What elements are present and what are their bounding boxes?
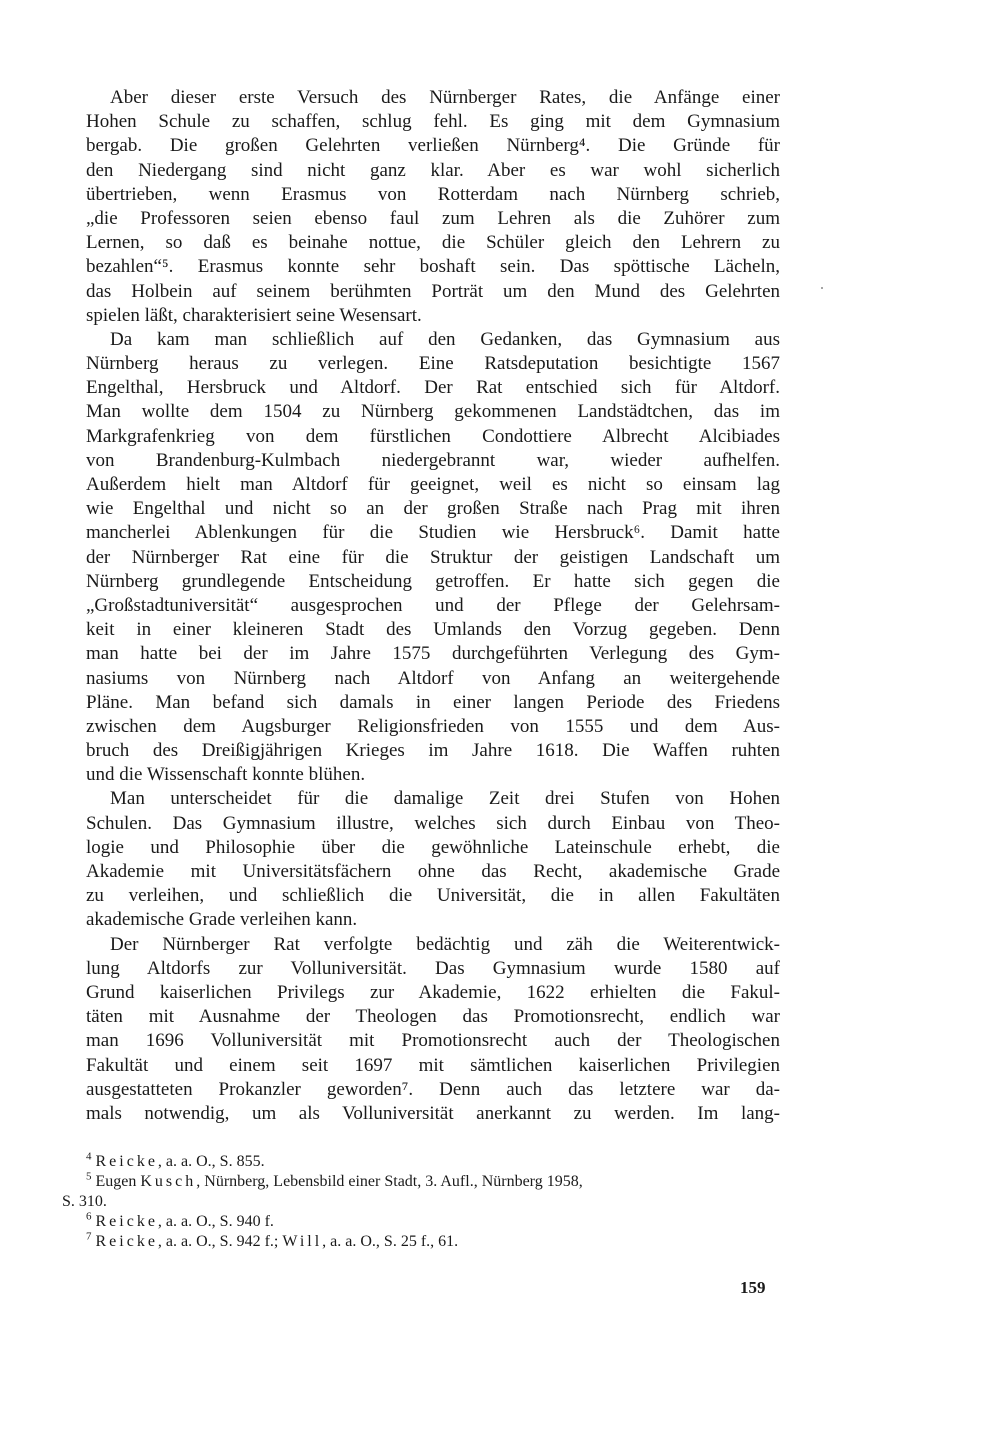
footnote-text: , a. a. O., S. 25 f., 61. xyxy=(322,1233,459,1250)
footnote-text: , a. a. O., S. 942 f.; xyxy=(157,1233,283,1250)
footnote-author: Will xyxy=(282,1233,323,1250)
text-line: Grund kaiserlichen Privilegs zur Akademie, 1622 erhielten die Fakul- xyxy=(86,981,780,1003)
footnote-7 xyxy=(62,1232,780,1252)
footnote-author: Reicke xyxy=(95,1153,158,1170)
body-text xyxy=(62,86,780,1126)
footnote-5 xyxy=(62,1172,780,1192)
text-line: akademische Grade verleihen kann. xyxy=(86,909,358,931)
text-line: „Großstadtuniversität“ ausgesprochen und der Pflege der Gelehrsam- xyxy=(86,594,780,616)
text-line: Da kam man schließlich auf den Gedanken, das Gymnasium aus xyxy=(110,328,780,350)
text-line: Hohen Schule zu schaffen, schlug fehl. Es ging mit dem Gymnasium xyxy=(86,111,780,133)
text-line: Der Nürnberger Rat verfolgte bedächtig und zäh die Weiterentwick- xyxy=(110,933,780,955)
text-line: täten mit Ausnahme der Theologen das Promotionsrecht, endlich war xyxy=(86,1006,780,1028)
text-line: Engelthal, Hersbruck und Altdorf. Der Rat entschied sich für Altdorf. xyxy=(86,377,780,399)
paragraph-1 xyxy=(62,86,780,328)
text-line: „die Professoren seien ebenso faul zum Lehren als die Zuhörer zum xyxy=(86,207,780,229)
text-line: übertrieben, wenn Erasmus von Rotterdam nach Nürnberg schrieb, xyxy=(86,183,780,205)
text-line: Nürnberg heraus zu verlegen. Eine Ratsdeputation besichtigte 1567 xyxy=(86,353,780,375)
text-line: Nürnberg grundlegende Entscheidung getroffen. Er hatte sich gegen die xyxy=(86,570,780,592)
text-line: ausgestatteten Prokanzler geworden⁷. Denn auch das letztere war da- xyxy=(86,1078,780,1100)
text-line: nasiums von Nürnberg nach Altdorf von Anfang an weitergehende xyxy=(86,667,780,689)
text-line: Lernen, so daß es beinahe nottue, die Schüler gleich den Lehrern zu xyxy=(86,232,780,254)
text-line: Pläne. Man befand sich damals in einer langen Periode des Friedens xyxy=(86,691,780,713)
text-line: Schulen. Das Gymnasium illustre, welches sich durch Einbau von Theo- xyxy=(86,812,780,834)
paragraph-3 xyxy=(62,787,780,932)
text-line: zwischen dem Augsburger Religionsfrieden von 1555 und dem Aus- xyxy=(86,715,780,737)
text-line: Akademie mit Universitätsfächern ohne das Recht, akademische Grade xyxy=(86,861,780,882)
text-line: spielen läßt, charakterisiert seine Wesensart. xyxy=(86,304,422,326)
text-line: der Nürnberger Rat eine für die Struktur der geistigen Landschaft um xyxy=(86,546,780,568)
text-line: Man wollte dem 1504 zu Nürnberg gekommenen Landstädtchen, das im xyxy=(86,401,780,423)
text-line: den Niedergang sind nicht ganz klar. Aber es war wohl sicherlich xyxy=(86,159,780,181)
footnote-author: Reicke xyxy=(95,1233,158,1250)
footnote-text: , a. a. O., S. 855. xyxy=(157,1153,265,1170)
text-line: bezahlen“⁵. Erasmus konnte sehr boshaft sein. Das spöttische Lächeln, xyxy=(86,256,780,278)
footnote-mark: 7 xyxy=(86,1230,92,1243)
text-line: lung Altdorfs zur Volluniversität. Das Gymnasium wurde 1580 auf xyxy=(86,957,780,979)
text-line: keit in einer kleineren Stadt des Umlands den Vorzug gegeben. Denn xyxy=(86,619,780,641)
text-line: das Holbein auf seinem berühmten Porträt um den Mund des Gelehrten xyxy=(86,280,780,302)
text-line: Fakultät und einem seit 1697 mit sämtlichen kaiserlichen Privilegien xyxy=(86,1054,780,1076)
footnote-4 xyxy=(62,1152,780,1172)
text-line: von Brandenburg-Kulmbach niedergebrannt war, wieder aufhelfen. xyxy=(86,449,780,471)
text-line: man 1696 Volluniversität mit Promotionsrecht auch der Theologischen xyxy=(86,1030,780,1052)
footnote-text: , Nürnberg, Lebensbild einer Stadt, 3. Aufl., Nürnberg 1958, xyxy=(196,1173,583,1190)
text-line: Aber dieser erste Versuch des Nürnberger Rates, die Anfänge einer xyxy=(110,87,780,108)
footnote-text: Eugen xyxy=(95,1173,141,1190)
footnotes xyxy=(62,1152,780,1252)
footnote-mark: 4 xyxy=(86,1150,92,1163)
text-line: und die Wissenschaft konnte blühen. xyxy=(86,764,366,786)
text-line: mancherlei Ablenkungen für die Studien wie Hersbruck⁶. Damit hatte xyxy=(86,522,780,544)
footnote-author: Kusch xyxy=(140,1173,197,1190)
footnote-mark: 5 xyxy=(86,1170,92,1183)
text-line: Markgrafenkrieg von dem fürstlichen Condottiere Albrecht Alcibiades xyxy=(86,425,780,447)
footnote-author: Reicke xyxy=(95,1213,158,1230)
text-line: bergab. Die großen Gelehrten verließen Nürnberg⁴. Die Gründe für xyxy=(86,135,780,157)
paragraph-4 xyxy=(62,933,780,1127)
scan-speck xyxy=(821,287,823,289)
page-number: 159 xyxy=(740,1278,766,1297)
footnote-text: , a. a. O., S. 940 f. xyxy=(157,1213,274,1230)
text-line: mals notwendig, um als Volluniversität anerkannt zu werden. Im lang- xyxy=(86,1102,780,1124)
footnote-5-continuation: S. 310. xyxy=(62,1193,107,1210)
paragraph-2 xyxy=(62,328,780,788)
text-line: wie Engelthal und nicht so an der großen Straße nach Prag mit ihren xyxy=(86,498,780,520)
text-line: bruch des Dreißigjährigen Krieges im Jahre 1618. Die Waffen ruhten xyxy=(86,740,780,762)
text-line: zu verleihen, und schließlich die Universität, die in allen Fakultäten xyxy=(86,885,780,907)
text-line: man hatte bei der im Jahre 1575 durchgeführten Verlegung des Gym- xyxy=(86,643,780,665)
text-line: logie und Philosophie über die gewöhnliche Lateinschule erhebt, die xyxy=(86,836,780,858)
footnote-6 xyxy=(62,1212,780,1232)
text-line: Man unterscheidet für die damalige Zeit drei Stufen von Hohen xyxy=(110,788,780,810)
text-line: Außerdem hielt man Altdorf für geeignet, weil es nicht so einsam lag xyxy=(86,474,780,495)
footnote-mark: 6 xyxy=(86,1210,92,1223)
